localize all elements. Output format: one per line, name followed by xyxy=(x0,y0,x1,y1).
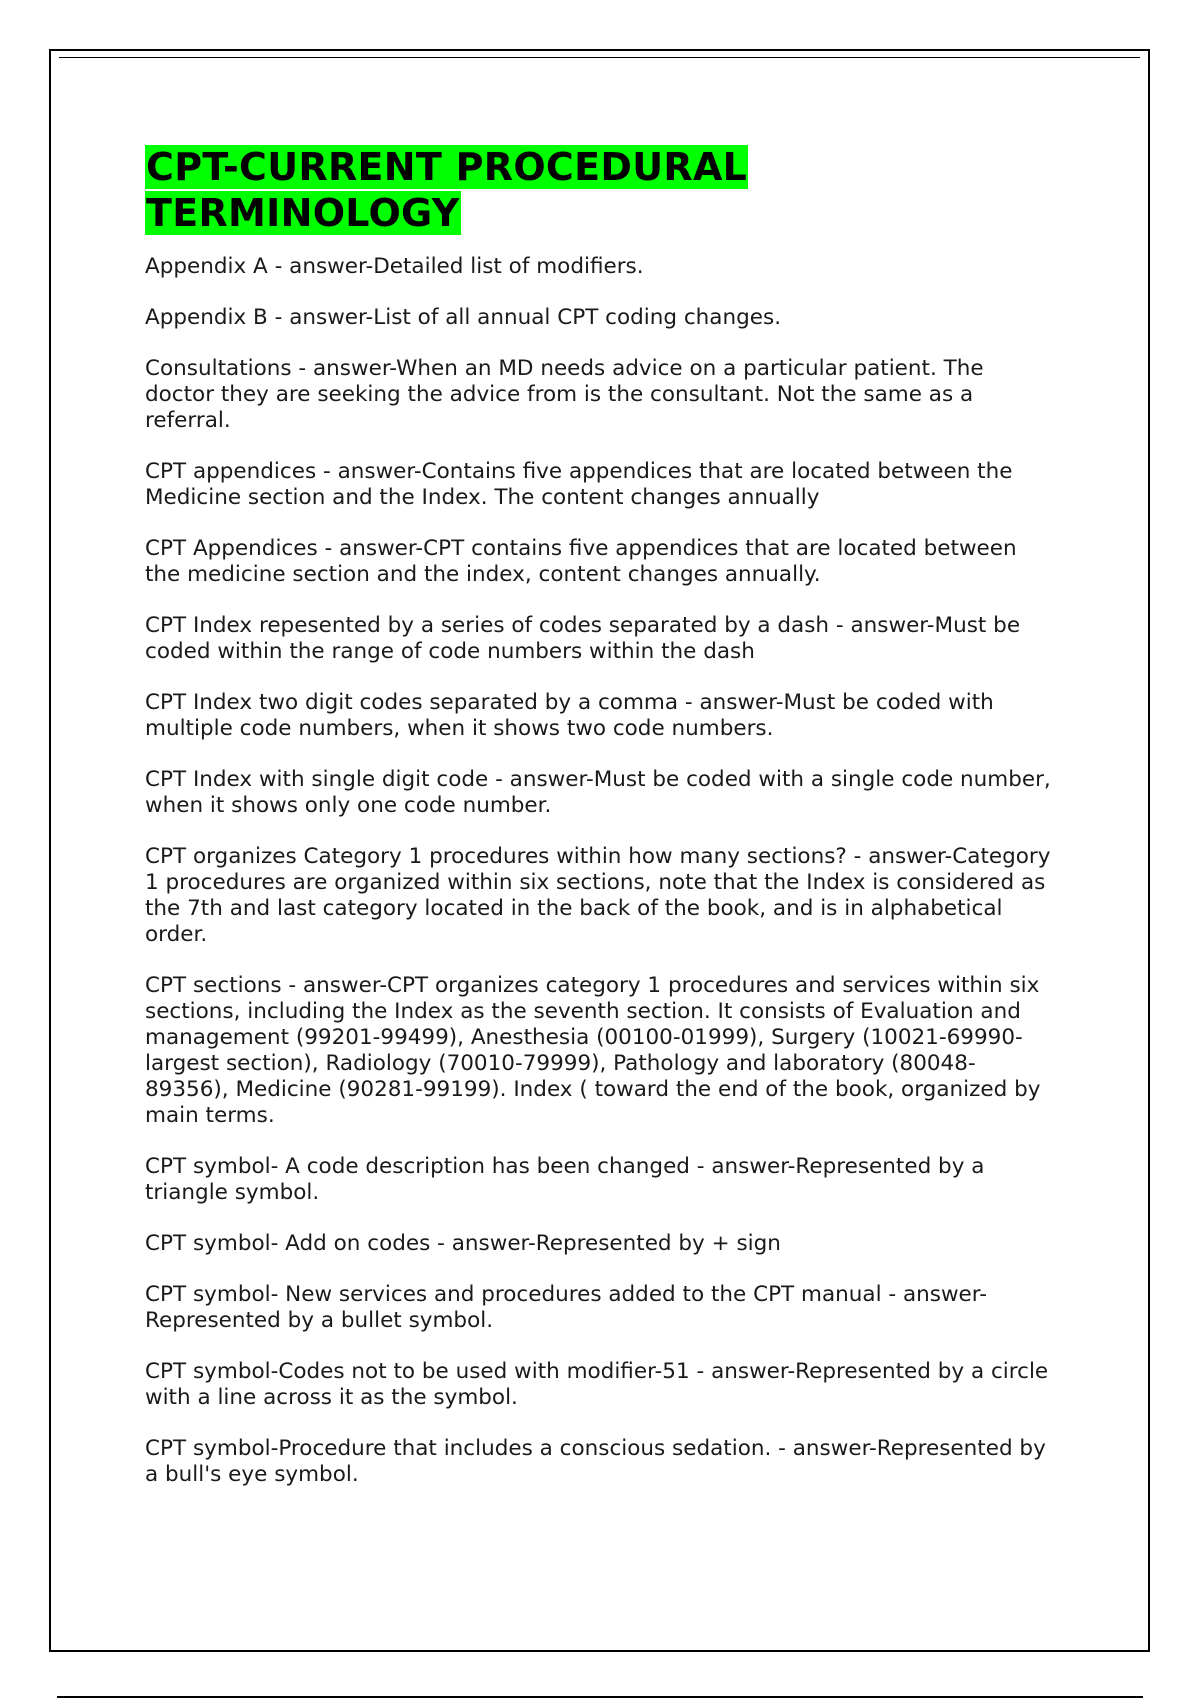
entry-cpt-appendices-1: CPT appendices - answer-Contains five appendices that are located between the Medicine section and the Index. The content changes annually xyxy=(145,459,1013,510)
entry-index-single: CPT Index with single digit code - answer-Must be coded with a single code number, when it shows only one code number. xyxy=(145,767,1051,818)
bottom-rule xyxy=(57,1696,1143,1698)
entry-symbol-plus: CPT symbol- Add on codes - answer-Represented by + sign xyxy=(145,1231,781,1256)
entry-symbol-circle-line: CPT symbol-Codes not to be used with modifier-51 - answer-Represented by a circle with a line across it as the symbol. xyxy=(145,1359,1049,1410)
entry-index-comma: CPT Index two digit codes separated by a comma - answer-Must be coded with multiple code numbers, when it shows two code numbers. xyxy=(145,690,994,741)
document-title xyxy=(145,144,1055,236)
entry-cpt-appendices-2: CPT Appendices - answer-CPT contains five appendices that are located between the medicine section and the index, content changes annually. xyxy=(145,536,1017,587)
entry-symbol-bulls-eye: CPT symbol-Procedure that includes a conscious sedation. - answer-Represented by a bull's eye symbol. xyxy=(145,1436,1046,1487)
entry-index-dash: CPT Index repesented by a series of codes separated by a dash - answer-Must be coded within the range of code numbers within the dash xyxy=(145,613,1021,664)
entry-category-1-sections: CPT organizes Category 1 procedures within how many sections? - answer-Category 1 procedures are organized within six sections, note that the Index is considered as the 7th and last category located in the back of the book, and is in alphabetical order. xyxy=(145,844,1051,947)
title-highlight: CPT-CURRENT PROCEDURAL TERMINOLOGY xyxy=(146,145,748,235)
entry-appendix-b: Appendix B - answer-List of all annual CPT coding changes. xyxy=(145,305,782,330)
entry-appendix-a: Appendix A - answer-Detailed list of modifiers. xyxy=(145,254,644,279)
entry-cpt-sections: CPT sections - answer-CPT organizes category 1 procedures and services within six sections, including the Index as the seventh section. It consists of Evaluation and management (99201-99499), Anesthesia (00100-01999), Surgery (10021-69990-largest section), Radiology (70010-79999), Pathology and laboratory (80048-89356), Medicine (90281-99199). Index ( toward the end of the book, organized by main terms. xyxy=(145,973,1041,1128)
document-body xyxy=(145,144,1055,1513)
entry-symbol-triangle: CPT symbol- A code description has been changed - answer-Represented by a triangle symbol. xyxy=(145,1154,985,1205)
top-rule xyxy=(59,57,1140,58)
entry-symbol-bullet: CPT symbol- New services and procedures added to the CPT manual - answer-Represented by a bullet symbol. xyxy=(145,1282,988,1333)
entry-consultations: Consultations - answer-When an MD needs advice on a particular patient. The doctor they are seeking the advice from is the consultant. Not the same as a referral. xyxy=(145,356,984,433)
